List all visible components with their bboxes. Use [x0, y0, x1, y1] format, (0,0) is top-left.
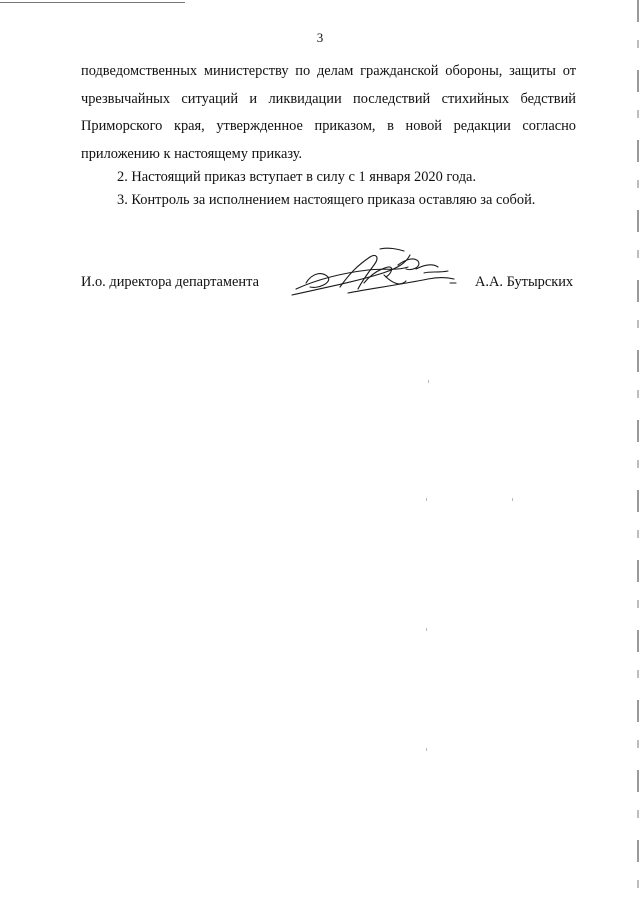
scan-speck	[426, 628, 427, 631]
scan-edge-right	[637, 0, 639, 905]
signatory-title: И.о. директора департамента	[81, 274, 259, 290]
scan-speck	[512, 498, 513, 501]
body-text-line-2: чрезвычайных ситуаций и ликвидации последствий стихийных бедствий	[81, 91, 576, 107]
page-number: 3	[316, 30, 324, 45]
scan-speck	[426, 748, 427, 751]
scan-speck	[426, 498, 427, 501]
body-text-line-3: Приморского края, утвержденное приказом, в новой редакции согласно	[81, 118, 576, 134]
body-text-line-1: подведомственных министерству по делам гражданской обороны, защиты от	[81, 63, 576, 79]
scan-edge-top	[0, 2, 185, 3]
paragraph-2: 2. Настоящий приказ вступает в силу с 1 января 2020 года.	[117, 169, 477, 185]
signatory-name: А.А. Бутырских	[475, 274, 574, 290]
scan-speck	[428, 380, 429, 383]
body-text-line-4: приложению к настоящему приказу.	[81, 146, 303, 162]
handwritten-signature-icon	[288, 243, 460, 303]
paragraph-3: 3. Контроль за исполнением настоящего приказа оставляю за собой.	[117, 192, 536, 208]
